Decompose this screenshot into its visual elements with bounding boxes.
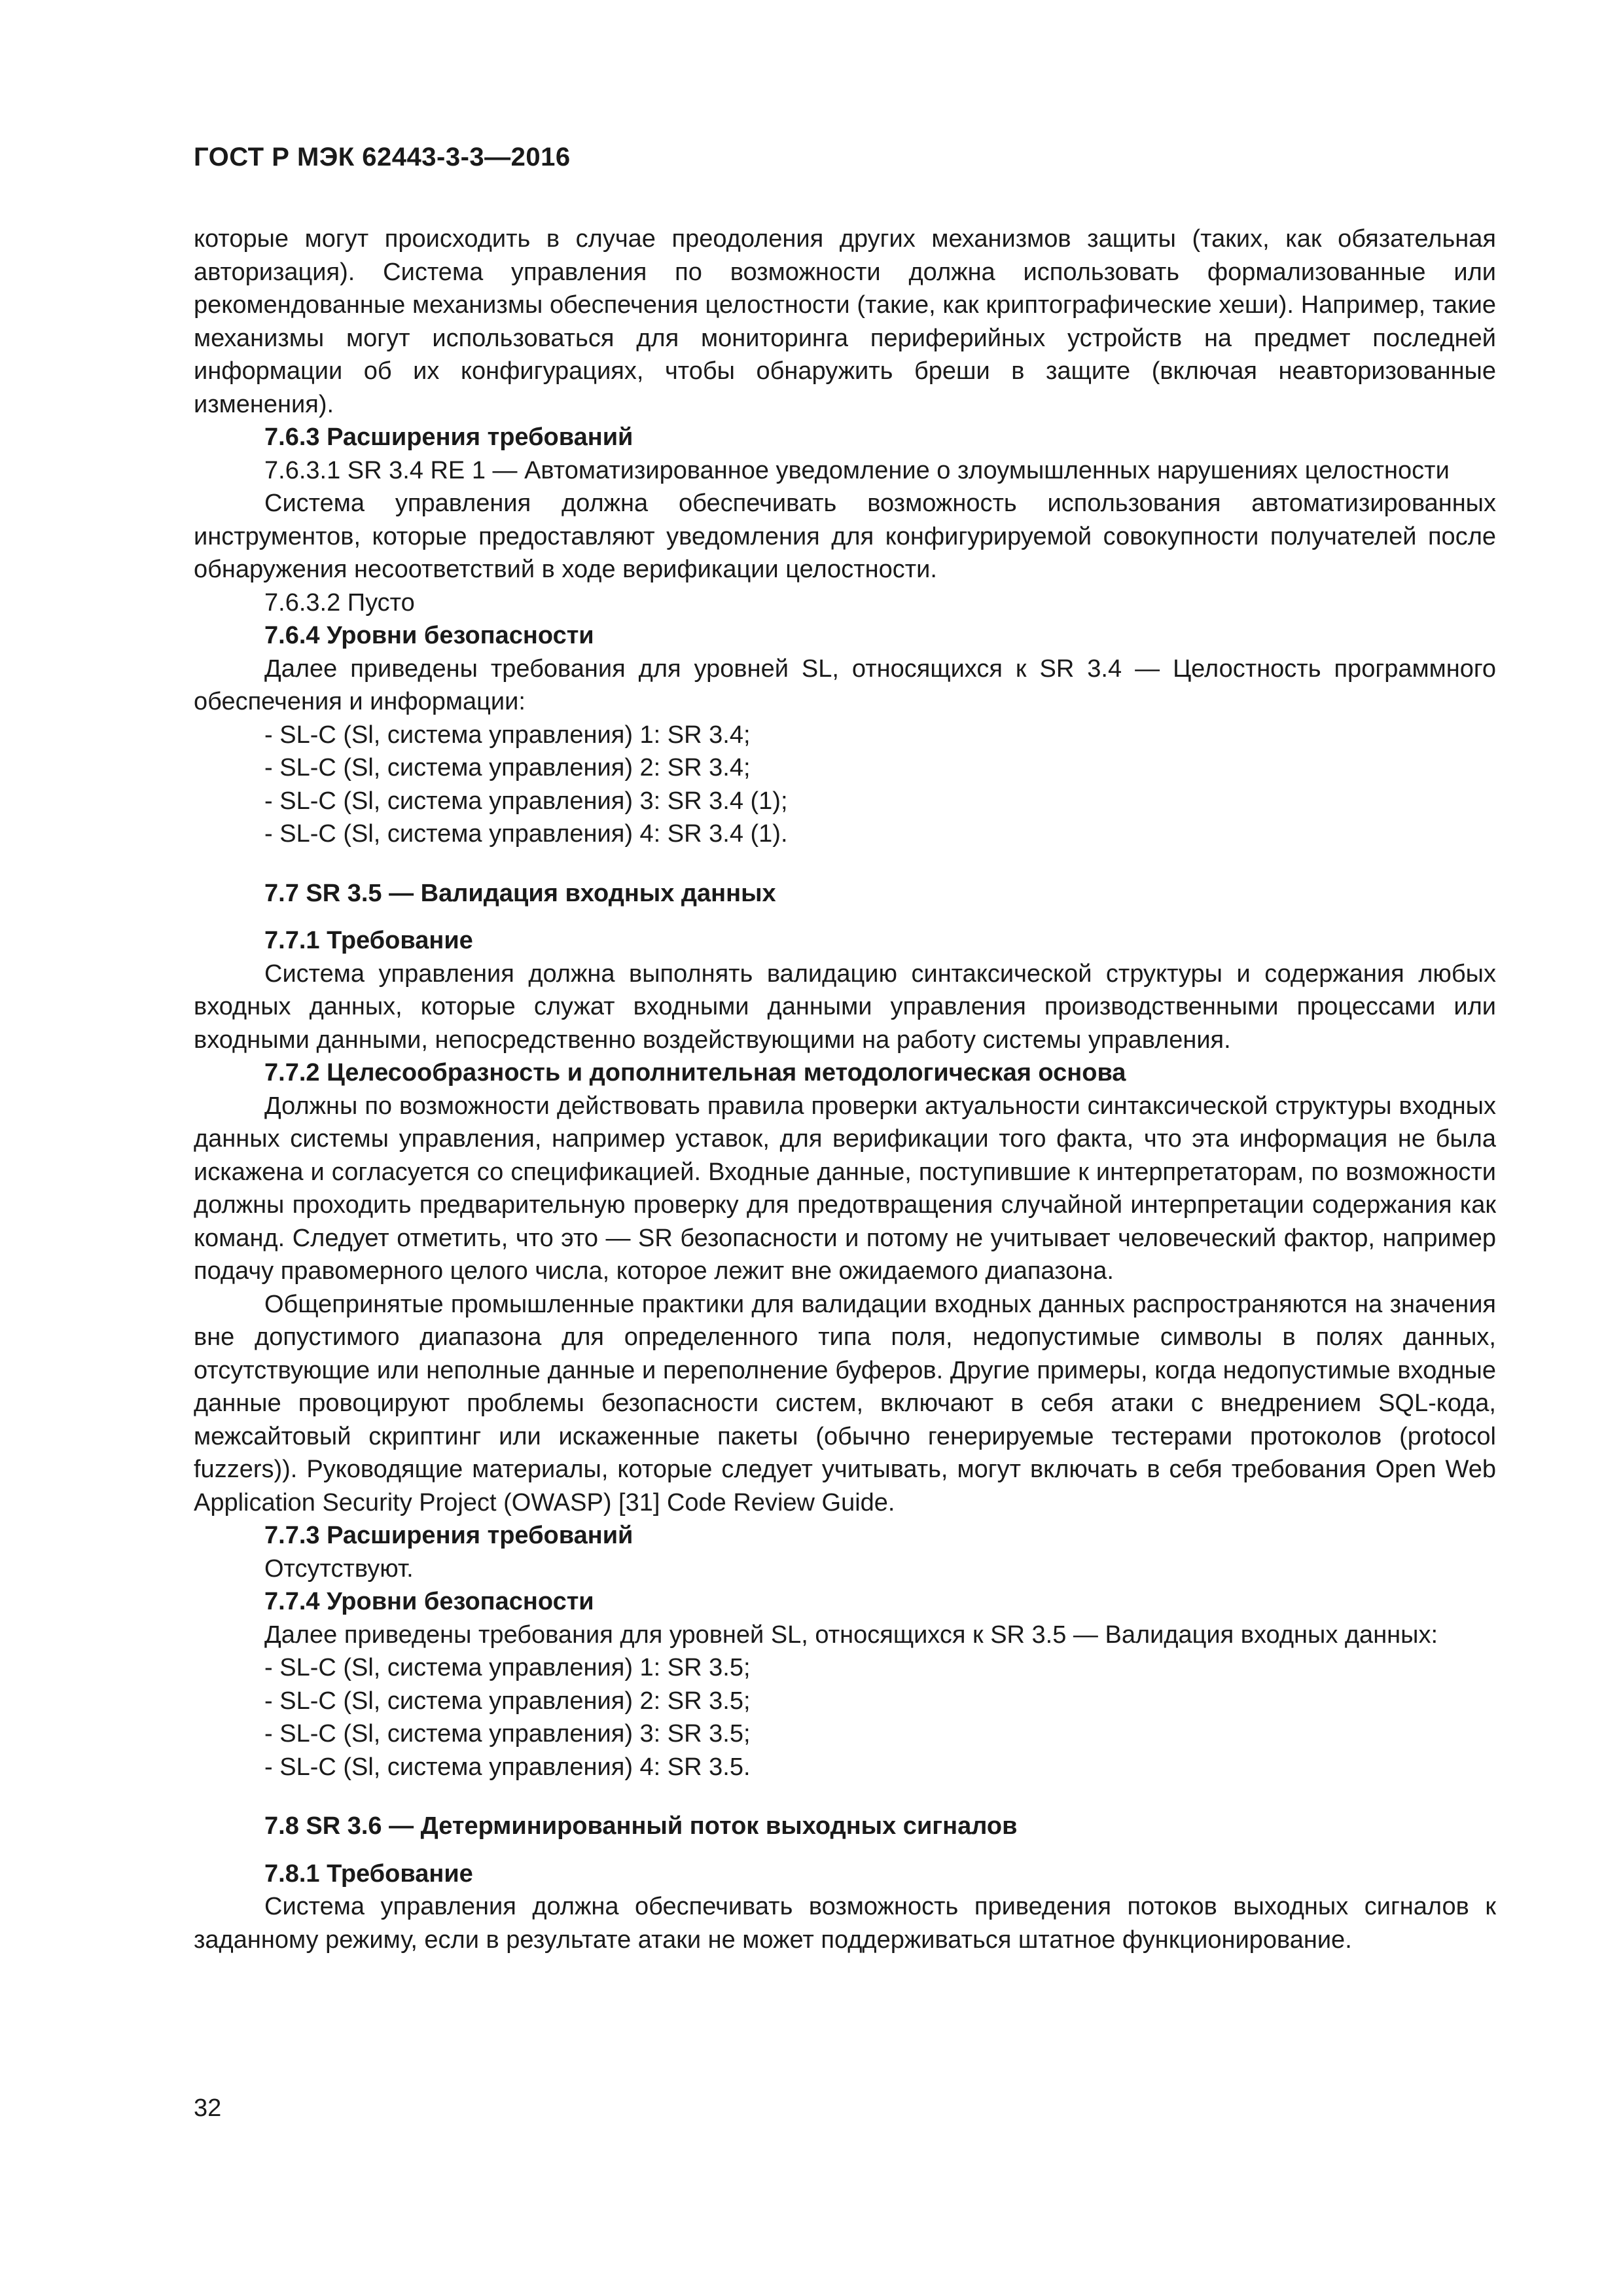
document-body <box>194 223 1496 1956</box>
section-heading-7-7-3: 7.7.3 Расширения требований <box>264 1522 633 1549</box>
list-item: - SL-C (Sl, система управления) 2: SR 3.5; <box>194 1685 1496 1718</box>
section-heading-7-7: 7.7 SR 3.5 — Валидация входных данных <box>264 879 776 907</box>
paragraph: Отсутствуют. <box>264 1554 414 1583</box>
paragraph-continuation: которые могут происходить в случае преодоления других механизмов защиты (таких, как обязательная авторизация). Система управления по возможности должна использовать формализованные или рекомендованные механизмы обеспечения целостности (такие, как криптографические хеши). Например, такие механизмы могут использоваться для мониторинга периферийных устройств на предмет последней информации об их конфигурациях, чтобы обнаружить бреши в защите (включая неавторизованные изменения). <box>194 225 1496 418</box>
section-heading-7-8: 7.8 SR 3.6 — Детерминированный поток выходных сигналов <box>264 1812 1018 1840</box>
paragraph: Система управления должна обеспечивать возможность использования автоматизированных инструментов, которые предоставляют уведомления для конфигурируемой совокупности получателей после обнаружения несоответствий в ходе верификации целостности. <box>194 490 1496 583</box>
list-item: - SL-C (Sl, система управления) 4: SR 3.5. <box>194 1751 1496 1784</box>
section-heading-7-6-4: 7.6.4 Уровни безопасности <box>264 622 594 649</box>
list-item: - SL-C (Sl, система управления) 1: SR 3.5; <box>194 1651 1496 1685</box>
section-heading-7-8-1: 7.8.1 Требование <box>264 1859 473 1888</box>
section-heading-7-6-3: 7.6.3 Расширения требований <box>264 423 633 451</box>
list-item: - SL-C (Sl, система управления) 2: SR 3.4; <box>194 751 1496 785</box>
clause-7-6-3-1: 7.6.3.1 SR 3.4 RE 1 — Автоматизированное уведомление о злоумышленных нарушениях целостности <box>264 456 1450 484</box>
paragraph: Должны по возможности действовать правила проверки актуальности синтаксической структуры входных данных системы управления, например уставок, для верификации того факта, что эта информация не была искажена и согласуется со спецификацией. Входные данные, поступившие к интерпретаторам, по возможности должны проходить предварительную проверку для предотвращения случайной интерпретации содержания как команд. Следует отметить, что это — SR безопасности и потому не учитывает человеческий фактор, например подачу правомерного целого числа, которое лежит вне ожидаемого диапазона. <box>194 1092 1496 1285</box>
paragraph: Далее приведены требования для уровней SL, относящихся к SR 3.4 — Целостность программного обеспечения и информации: <box>194 655 1496 715</box>
clause-7-6-3-2: 7.6.3.2 Пусто <box>264 588 415 617</box>
section-heading-7-7-2: 7.7.2 Целесообразность и дополнительная методологическая основа <box>264 1059 1126 1086</box>
section-heading-7-7-1: 7.7.1 Требование <box>264 927 473 954</box>
paragraph: Общепринятые промышленные практики для валидации входных данных распространяются на значения вне допустимого диапазона для определенного типа поля, недопустимые символы в полях данных, отсутствующие или неполные данные и переполнение буферов. Другие примеры, когда недопустимые входные данные провоцируют проблемы безопасности систем, включают в себя атаки с внедрением SQL-кода, межсайтовый скриптинг или искаженные пакеты (обычно генерируемые тестерами протоколов (protocol fuzzers)). Руководящие материалы, которые следует учитывать, могут включать в себя требования Open Web Application Security Project (OWASP) [31] Code Review Guide. <box>194 1290 1496 1516</box>
paragraph: Система управления должна выполнять валидацию синтаксической структуры и содержания любых входных данных, которые служат входными данными управления производственными процессами или входными данными, непосредственно воздействующими на работу системы управления. <box>194 960 1496 1054</box>
sl-list-sr-3-5 <box>194 1651 1496 1784</box>
list-item: - SL-C (Sl, система управления) 1: SR 3.4; <box>194 719 1496 752</box>
sl-list-sr-3-4 <box>194 719 1496 851</box>
list-item: - SL-C (Sl, система управления) 3: SR 3.5; <box>194 1717 1496 1751</box>
list-item: - SL-C (Sl, система управления) 3: SR 3.4 (1); <box>194 785 1496 818</box>
page-number: 32 <box>194 2094 222 2122</box>
list-item: - SL-C (Sl, система управления) 4: SR 3.4 (1). <box>194 817 1496 851</box>
paragraph: Система управления должна обеспечивать возможность приведения потоков выходных сигналов к заданному режиму, если в результате атаки не может поддерживаться штатное функционирование. <box>194 1893 1496 1954</box>
paragraph: Далее приведены требования для уровней SL, относящихся к SR 3.5 — Валидация входных данных: <box>264 1621 1438 1649</box>
document-header: ГОСТ Р МЭК 62443-3-3—2016 <box>194 143 571 171</box>
section-heading-7-7-4: 7.7.4 Уровни безопасности <box>264 1588 594 1615</box>
